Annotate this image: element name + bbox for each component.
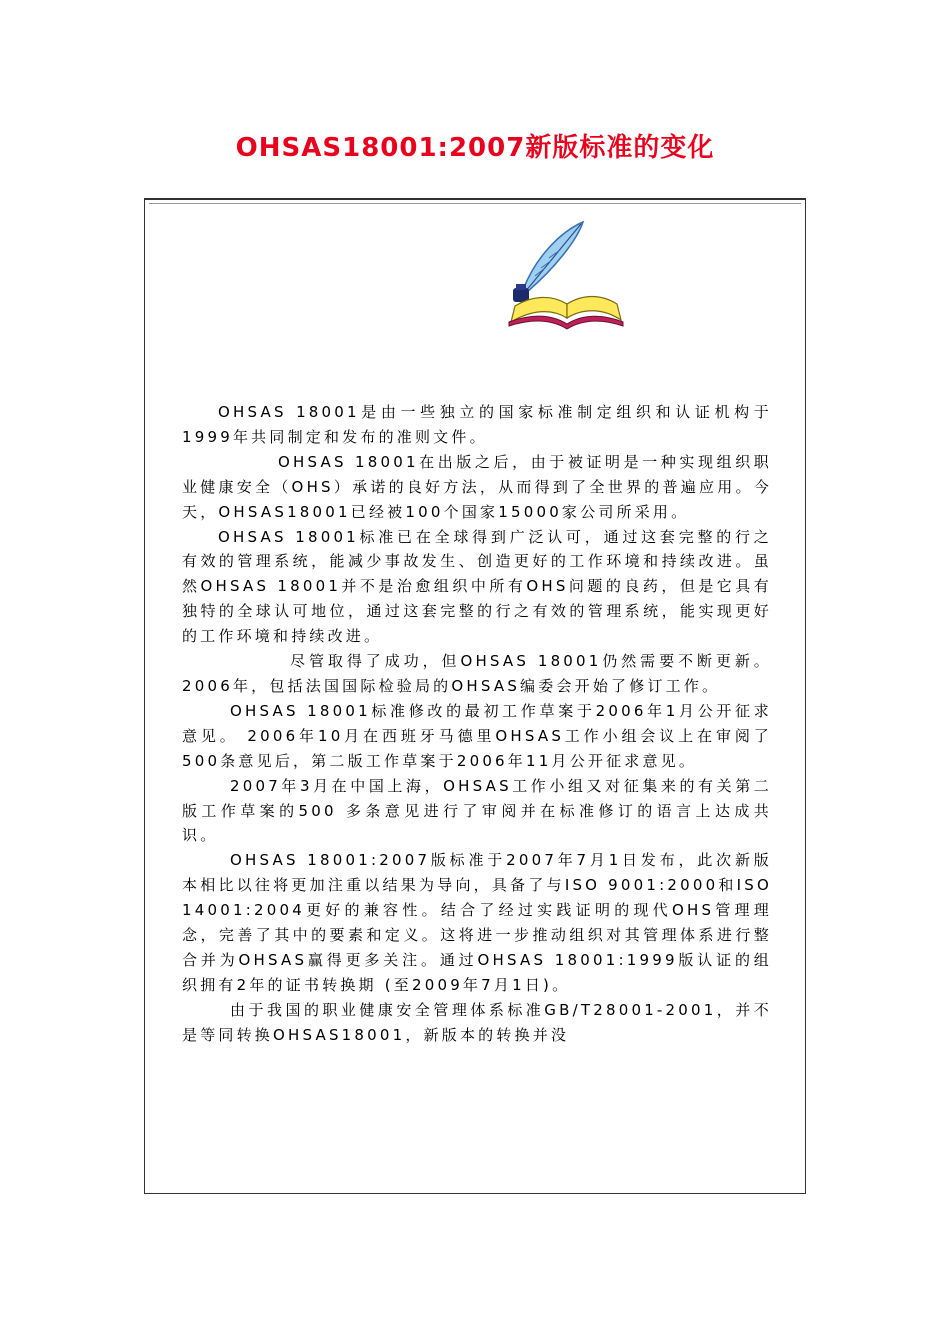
document-body <box>182 400 772 1048</box>
paragraph: OHSAS 18001标准修改的最初工作草案于2006年1月公开征求意见。 2006年10月在西班牙马德里OHSAS工作小组会议上在审阅了500条意见后，第二版工作草案于2006年11月公开征求意见。 <box>182 701 772 770</box>
paragraph: OHSAS 18001标准已在全球得到广泛认可，通过这套完整的行之有效的管理系统，能减少事故发生、创造更好的工作环境和持续改进。虽然OHSAS 18001并不是治愈组织中所有OHS问题的良药，但是它具有独特的全球认可地位，通过这套完整的行之有效的管理系统，能实现更好的工作环境和持续改进。 <box>182 527 772 646</box>
paragraph: 2007年3月在中国上海，OHSAS工作小组又对征集来的有关第二版工作草案的500 多条意见进行了审阅并在标准修订的语言上达成共识。 <box>182 776 772 845</box>
paragraph: OHSAS 18001:2007版标准于2007年7月1日发布，此次新版本相比以往将更加注重以结果为导向，具备了与ISO 9001:2000和ISO 14001:2004更好的兼容性。结合了经过实践证明的现代OHS管理理念，完善了其中的要素和定义。这将进一步推动组织对其管理体系进行整合并为OHSAS赢得更多关注。通过OHSAS 18001:1999版认证的组织拥有2年的证书转换期 (至2009年7月1日)。 <box>182 851 772 994</box>
paragraph: OHSAS 18001在出版之后，由于被证明是一种实现组织职业健康安全（OHS）承诺的良好方法，从而得到了全世界的普遍应用。今天，OHSAS18001已经被100个国家15000家公司所采用。 <box>182 452 772 521</box>
paragraph: 由于我国的职业健康安全管理体系标准GB/T28001-2001，并不是等同转换OHSAS18001，新版本的转换并没 <box>182 1000 772 1044</box>
quill-book-icon <box>505 218 625 330</box>
page-title: OHSAS18001:2007新版标准的变化 <box>235 133 715 163</box>
paragraph: 尽管取得了成功，但OHSAS 18001仍然需要不断更新。2006年，包括法国国际检验局的OHSAS编委会开始了修订工作。 <box>182 652 772 695</box>
paragraph: OHSAS 18001是由一些独立的国家标准制定组织和认证机构于1999年共同制定和发布的准则文件。 <box>182 403 772 446</box>
